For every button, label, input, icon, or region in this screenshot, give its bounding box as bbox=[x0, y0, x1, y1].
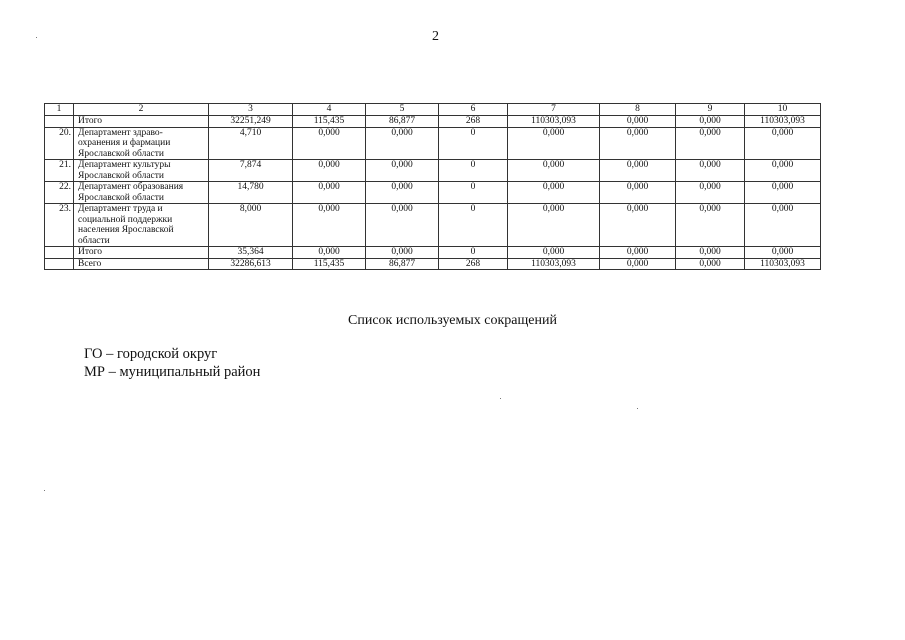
row-name-cell: Департамент культуры Ярославской области bbox=[74, 160, 209, 182]
value-cell: 0,000 bbox=[745, 160, 821, 182]
value-cell: 0,000 bbox=[366, 182, 439, 204]
value-cell: 0,000 bbox=[676, 258, 745, 270]
row-name-cell: Итого bbox=[74, 247, 209, 259]
value-cell: 0,000 bbox=[600, 127, 676, 160]
value-cell: 0,000 bbox=[676, 247, 745, 259]
row-name-cell: Департамент здраво- охранения и фармации Ярославской области bbox=[74, 127, 209, 160]
value-cell: 110303,093 bbox=[745, 258, 821, 270]
scan-speck bbox=[637, 408, 638, 409]
value-cell: 86,877 bbox=[366, 258, 439, 270]
value-cell: 0,000 bbox=[600, 160, 676, 182]
value-cell: 110303,093 bbox=[745, 116, 821, 128]
column-header: 8 bbox=[600, 104, 676, 116]
scan-speck bbox=[500, 398, 501, 399]
column-header: 1 bbox=[45, 104, 74, 116]
value-cell: 0,000 bbox=[600, 182, 676, 204]
row-number-cell bbox=[45, 258, 74, 270]
value-cell: 0,000 bbox=[508, 160, 600, 182]
value-cell: 110303,093 bbox=[508, 116, 600, 128]
column-header: 4 bbox=[293, 104, 366, 116]
scan-speck bbox=[44, 490, 45, 491]
scan-speck bbox=[36, 37, 37, 38]
value-cell: 0,000 bbox=[293, 247, 366, 259]
value-cell: 32251,249 bbox=[209, 116, 293, 128]
value-cell: 0,000 bbox=[676, 160, 745, 182]
value-cell: 0,000 bbox=[745, 204, 821, 247]
abbreviation-item: МР – муниципальный район bbox=[84, 364, 261, 380]
value-cell: 0,000 bbox=[366, 204, 439, 247]
table-row bbox=[45, 247, 821, 259]
column-header: 5 bbox=[366, 104, 439, 116]
row-name-cell: Департамент образования Ярославской области bbox=[74, 182, 209, 204]
budget-table bbox=[44, 103, 821, 270]
row-number-cell: 22. bbox=[45, 182, 74, 204]
value-cell: 0,000 bbox=[745, 182, 821, 204]
value-cell: 35,364 bbox=[209, 247, 293, 259]
value-cell: 0,000 bbox=[508, 247, 600, 259]
row-number-cell bbox=[45, 116, 74, 128]
value-cell: 0,000 bbox=[600, 247, 676, 259]
table-row bbox=[45, 127, 821, 160]
row-name-cell: Департамент труда и социальной поддержки населения Ярославской области bbox=[74, 204, 209, 247]
value-cell: 0 bbox=[439, 247, 508, 259]
value-cell: 0,000 bbox=[676, 116, 745, 128]
value-cell: 0 bbox=[439, 127, 508, 160]
column-header: 6 bbox=[439, 104, 508, 116]
value-cell: 4,710 bbox=[209, 127, 293, 160]
value-cell: 0,000 bbox=[293, 182, 366, 204]
value-cell: 0,000 bbox=[676, 204, 745, 247]
row-number-cell: 20. bbox=[45, 127, 74, 160]
value-cell: 0,000 bbox=[676, 127, 745, 160]
value-cell: 0 bbox=[439, 182, 508, 204]
value-cell: 7,874 bbox=[209, 160, 293, 182]
value-cell: 0,000 bbox=[676, 182, 745, 204]
value-cell: 14,780 bbox=[209, 182, 293, 204]
value-cell: 268 bbox=[439, 258, 508, 270]
value-cell: 86,877 bbox=[366, 116, 439, 128]
value-cell: 0,000 bbox=[600, 204, 676, 247]
value-cell: 115,435 bbox=[293, 258, 366, 270]
page-number: 2 bbox=[432, 29, 439, 44]
value-cell: 110303,093 bbox=[508, 258, 600, 270]
value-cell: 0,000 bbox=[366, 127, 439, 160]
table-row bbox=[45, 182, 821, 204]
column-header: 2 bbox=[74, 104, 209, 116]
abbreviations-title: Список используемых сокращений bbox=[348, 313, 557, 328]
value-cell: 0,000 bbox=[366, 160, 439, 182]
row-number-cell: 23. bbox=[45, 204, 74, 247]
value-cell: 0 bbox=[439, 160, 508, 182]
value-cell: 32286,613 bbox=[209, 258, 293, 270]
value-cell: 115,435 bbox=[293, 116, 366, 128]
abbreviation-item: ГО – городской округ bbox=[84, 346, 218, 362]
row-number-cell: 21. bbox=[45, 160, 74, 182]
column-header: 3 bbox=[209, 104, 293, 116]
value-cell: 0,000 bbox=[745, 247, 821, 259]
value-cell: 268 bbox=[439, 116, 508, 128]
row-number-cell bbox=[45, 247, 74, 259]
row-name-cell: Всего bbox=[74, 258, 209, 270]
table-row bbox=[45, 160, 821, 182]
value-cell: 0,000 bbox=[293, 204, 366, 247]
value-cell: 8,000 bbox=[209, 204, 293, 247]
column-header: 10 bbox=[745, 104, 821, 116]
column-header: 9 bbox=[676, 104, 745, 116]
value-cell: 0,000 bbox=[508, 204, 600, 247]
value-cell: 0,000 bbox=[600, 116, 676, 128]
value-cell: 0,000 bbox=[293, 127, 366, 160]
value-cell: 0 bbox=[439, 204, 508, 247]
table-row bbox=[45, 204, 821, 247]
table-row bbox=[45, 116, 821, 128]
table-row bbox=[45, 258, 821, 270]
value-cell: 0,000 bbox=[508, 127, 600, 160]
table-body bbox=[45, 116, 821, 270]
column-header: 7 bbox=[508, 104, 600, 116]
value-cell: 0,000 bbox=[600, 258, 676, 270]
value-cell: 0,000 bbox=[508, 182, 600, 204]
value-cell: 0,000 bbox=[293, 160, 366, 182]
value-cell: 0,000 bbox=[745, 127, 821, 160]
table-header-row bbox=[45, 104, 821, 116]
row-name-cell: Итого bbox=[74, 116, 209, 128]
value-cell: 0,000 bbox=[366, 247, 439, 259]
